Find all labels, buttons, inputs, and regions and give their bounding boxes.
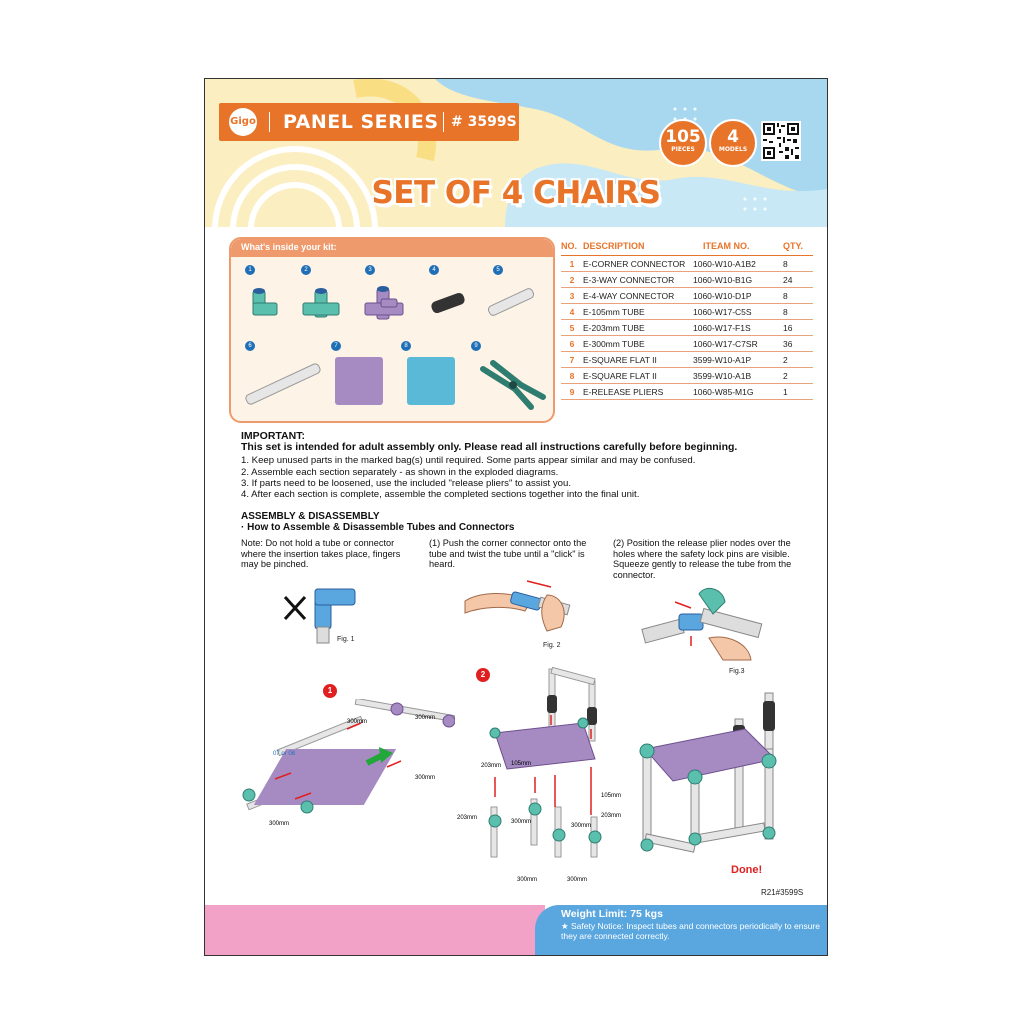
table-row <box>561 304 813 320</box>
table-row <box>561 256 813 272</box>
header-banner <box>205 79 827 227</box>
kit-item-number: 9 <box>471 341 481 351</box>
three-way-connector-icon <box>303 288 339 317</box>
fig3-caption: Fig.3 <box>729 668 745 675</box>
cell-description: E-SQUARE FLAT II <box>583 368 693 384</box>
cell-item-no: 1060-W17-F1S <box>693 320 783 336</box>
cell-qty: 8 <box>783 288 813 304</box>
weight-limit: Weight Limit: 75 kgs <box>561 908 663 920</box>
cell-item-no: 1060-W10-B1G <box>693 272 783 288</box>
dim-label: 203mm <box>601 813 622 819</box>
step1-text: (1) Push the corner connector onto the tube and twist the tube until a "click" is heard. <box>429 538 587 569</box>
col-description: DESCRIPTION <box>583 237 693 256</box>
important-item: 4. After each section is complete, assemble the completed sections together into the final unit. <box>241 489 640 501</box>
note-text: Note: Do not hold a tube or connector where the insertion takes place, fingers may be pinched. <box>241 538 401 569</box>
table-row <box>561 352 813 368</box>
footer-pink-band <box>205 905 545 955</box>
col-item-no: ITEAM NO. <box>693 237 783 256</box>
table-row <box>561 384 813 400</box>
models-badge <box>709 119 757 167</box>
dim-label: 203mm <box>457 815 478 821</box>
cell-no: 2 <box>561 272 583 288</box>
long-tube-icon <box>245 363 322 406</box>
kit-item-number: 4 <box>429 265 439 275</box>
parts-table <box>561 237 813 400</box>
important-item: 1. Keep unused parts in the marked bag(s) until required. Some parts appear similar and may be confused. <box>241 455 696 467</box>
cell-qty: 8 <box>783 304 813 320</box>
step-2-badge: 2 <box>476 668 490 682</box>
safety-notice: ★ Safety Notice: Inspect tubes and connectors periodically to ensure they are connected correctly. <box>561 921 820 941</box>
cell-no: 8 <box>561 368 583 384</box>
four-way-connector-icon <box>365 286 403 319</box>
dim-label: 105mm <box>511 761 532 767</box>
step2-text: (2) Position the release plier nodes over the holes where the safety lock pins are visible. Squeeze gently to release the tube from the connector. <box>613 538 792 580</box>
cell-no: 5 <box>561 320 583 336</box>
assembly-subheading: · How to Assemble & Disassemble Tubes and Connectors <box>241 522 515 533</box>
cell-no: 3 <box>561 288 583 304</box>
fig1-caption: Fig. 1 <box>337 636 355 643</box>
table-row <box>561 272 813 288</box>
pieces-label: PIECES <box>671 146 695 153</box>
brand-bar <box>219 103 519 141</box>
cell-qty: 1 <box>783 384 813 400</box>
cell-qty: 2 <box>783 368 813 384</box>
important-item: 3. If parts need to be loosened, use the included "release pliers" to assist you. <box>241 477 572 489</box>
kit-item-number: 6 <box>245 341 255 351</box>
important-heading: IMPORTANT: <box>241 430 305 442</box>
pieces-count: 105 <box>665 127 701 147</box>
assembly-heading: ASSEMBLY & DISASSEMBLY <box>241 511 380 522</box>
seat-panel <box>495 723 595 769</box>
dim-label: 105mm <box>601 793 622 799</box>
blue-panel-icon <box>407 357 455 405</box>
dim-label: 300mm <box>511 819 532 825</box>
models-count: 4 <box>727 127 739 147</box>
divider <box>443 112 444 132</box>
table-row <box>561 288 813 304</box>
cell-item-no: 1060-W10-A1B2 <box>693 256 783 272</box>
medium-tube-icon <box>487 287 535 316</box>
cross-icon <box>285 597 305 619</box>
cell-item-no: 1060-W17-C5S <box>693 304 783 320</box>
document-code: R21#3599S <box>761 888 804 897</box>
kit-item-number: 1 <box>245 265 255 275</box>
table-row <box>561 368 813 384</box>
cell-qty: 24 <box>783 272 813 288</box>
fig3-illustration <box>639 584 779 664</box>
models-label: MODELS <box>718 146 748 153</box>
cell-qty: 2 <box>783 352 813 368</box>
dim-label: 300mm <box>567 877 588 883</box>
cell-description: E-203mm TUBE <box>583 320 693 336</box>
done-label: Done! <box>731 864 763 876</box>
cell-no: 1 <box>561 256 583 272</box>
release-pliers-icon <box>483 363 543 407</box>
kit-item-number: 3 <box>365 265 375 275</box>
instruction-sheet <box>204 78 828 956</box>
assembly-section <box>241 511 801 533</box>
cell-item-no: 3599-W10-A1B <box>693 368 783 384</box>
table-row <box>561 336 813 352</box>
short-tube-icon <box>430 292 466 315</box>
cell-item-no: 1060-W85-M1G <box>693 384 783 400</box>
cell-qty: 16 <box>783 320 813 336</box>
pieces-badge <box>659 119 707 167</box>
cell-description: E-4-WAY CONNECTOR <box>583 288 693 304</box>
cell-description: E-SQUARE FLAT II <box>583 352 693 368</box>
cell-description: E-105mm TUBE <box>583 304 693 320</box>
dim-label: 300mm <box>415 715 436 721</box>
kit-parts-illustration <box>231 239 553 421</box>
finished-chair-diagram <box>635 689 785 859</box>
divider <box>269 112 270 132</box>
fig1-illustration <box>265 579 375 649</box>
dim-label: 300mm <box>269 821 290 827</box>
seat-panel <box>645 729 775 781</box>
kit-contents-panel <box>229 237 555 423</box>
step1-diagram <box>235 699 455 839</box>
table-header-row <box>561 237 813 256</box>
dim-label: 300mm <box>571 823 592 829</box>
fig2-illustration <box>461 571 581 641</box>
cell-no: 7 <box>561 352 583 368</box>
product-number: # 3599S <box>451 114 517 130</box>
important-warning: This set is intended for adult assembly only. Please read all instructions carefully before beginning. <box>241 441 738 454</box>
fig2-caption: Fig. 2 <box>543 642 561 649</box>
important-item: 2. Assemble each section separately - as shown in the exploded diagrams. <box>241 466 559 478</box>
cell-no: 4 <box>561 304 583 320</box>
dim-label: 203mm <box>481 763 502 769</box>
gigo-logo: Gigo <box>229 108 257 136</box>
part-label: 07 or 08 <box>273 751 296 757</box>
cell-qty: 8 <box>783 256 813 272</box>
cell-item-no: 3599-W10-A1P <box>693 352 783 368</box>
kit-item-number: 8 <box>401 341 411 351</box>
dim-label: 300mm <box>415 775 436 781</box>
cell-item-no: 1060-W10-D1P <box>693 288 783 304</box>
qr-code-icon <box>761 121 801 161</box>
cell-no: 6 <box>561 336 583 352</box>
cell-item-no: 1060-W17-C7SR <box>693 336 783 352</box>
cell-description: E-300mm TUBE <box>583 336 693 352</box>
kit-item-number: 7 <box>331 341 341 351</box>
col-no: NO. <box>561 237 583 256</box>
step2-diagram <box>451 667 641 887</box>
page-title: SET OF 4 CHAIRS <box>371 175 661 211</box>
qr-code[interactable] <box>761 121 801 161</box>
cell-description: E-3-WAY CONNECTOR <box>583 272 693 288</box>
series-name: PANEL SERIES <box>283 111 439 133</box>
col-qty: QTY. <box>783 237 813 256</box>
dim-label: 300mm <box>347 719 368 725</box>
corner-connector-icon <box>253 288 277 315</box>
kit-heading: What's inside your kit: <box>241 242 337 252</box>
kit-item-number: 5 <box>493 265 503 275</box>
cell-qty: 36 <box>783 336 813 352</box>
cell-description: E-CORNER CONNECTOR <box>583 256 693 272</box>
cell-no: 9 <box>561 384 583 400</box>
kit-item-number: 2 <box>301 265 311 275</box>
purple-panel-icon <box>335 357 383 405</box>
table-row <box>561 320 813 336</box>
cell-description: E-RELEASE PLIERS <box>583 384 693 400</box>
dim-label: 300mm <box>517 877 538 883</box>
step-1-badge: 1 <box>323 684 337 698</box>
important-section <box>241 431 801 500</box>
